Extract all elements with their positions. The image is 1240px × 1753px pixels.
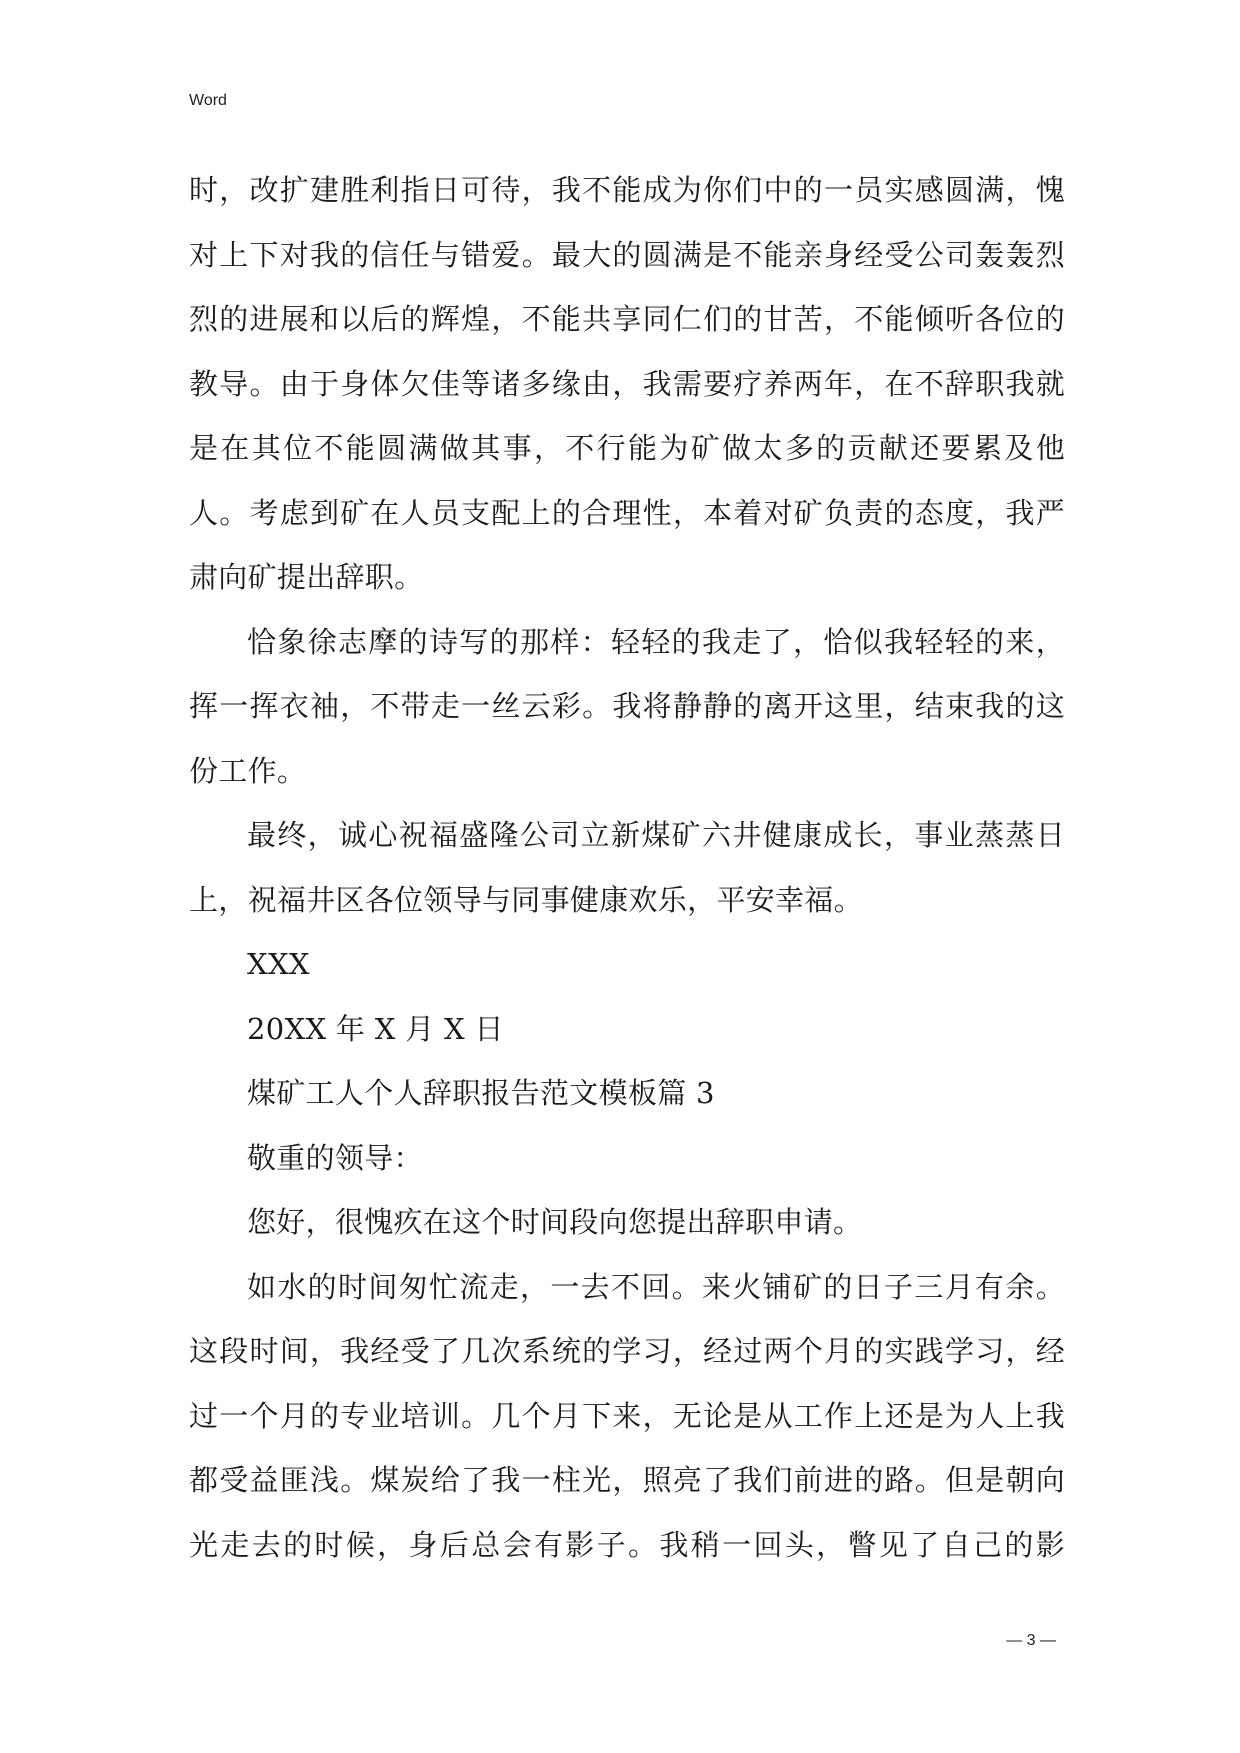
page-number: — 3 — bbox=[1006, 1632, 1056, 1649]
body-line: 这段时间，我经受了几次系统的学习，经过两个月的实践学习，经 bbox=[189, 1334, 1065, 1368]
body-line: 上，祝福井区各位领导与同事健康欢乐，平安幸福。 bbox=[189, 882, 863, 917]
body-line: 挥一挥衣袖，不带走一丝云彩。我将静静的离开这里，结束我的这 bbox=[189, 689, 1065, 723]
body-line: 份工作。 bbox=[189, 753, 307, 788]
signature-date: 20XX 年 X 月 X 日 bbox=[247, 1011, 504, 1046]
body-line: 肃向矿提出辞职。 bbox=[189, 560, 424, 594]
body-line: 恰象徐志摩的诗写的那样：轻轻的我走了，恰似我轻轻的来， bbox=[247, 624, 1065, 659]
salutation: 敬重的领导： bbox=[247, 1140, 423, 1175]
body-line: 最终，诚心祝福盛隆公司立新煤矿六井健康成长，事业蒸蒸日 bbox=[247, 818, 1065, 852]
body-line: 是在其位不能圆满做其事，不行能为矿做太多的贡献还要累及他 bbox=[189, 431, 1065, 465]
signature-name: XXX bbox=[247, 947, 310, 981]
body-line: 人。考虑到矿在人员支配上的合理性，本着对矿负责的态度，我严 bbox=[189, 495, 1065, 530]
body-line: 烈的进展和以后的辉煌，不能共享同仁们的甘苦，不能倾听各位的 bbox=[189, 302, 1065, 336]
document-header-label: Word bbox=[189, 92, 227, 109]
body-line: 教导。由于身体欠佳等诸多缘由，我需要疗养两年，在不辞职我就 bbox=[189, 366, 1065, 401]
body-line: 光走去的时候，身后总会有影子。我稍一回头，瞥见了自己的影 bbox=[189, 1527, 1065, 1562]
body-line: 对上下对我的信任与错爱。最大的圆满是不能亲身经受公司轰轰烈 bbox=[189, 237, 1065, 272]
section-title: 煤矿工人个人辞职报告范文模板篇 3 bbox=[247, 1076, 715, 1110]
body-line: 都受益匪浅。煤炭给了我一柱光，照亮了我们前进的路。但是朝向 bbox=[189, 1463, 1065, 1497]
body-line: 如水的时间匆忙流走，一去不回。来火铺矿的日子三月有余。 bbox=[247, 1269, 1065, 1304]
body-line: 过一个月的专业培训。几个月下来，无论是从工作上还是为人上我 bbox=[189, 1398, 1065, 1433]
body-line: 您好，很愧疚在这个时间段向您提出辞职申请。 bbox=[247, 1205, 863, 1239]
document-body bbox=[189, 158, 1065, 1577]
body-line: 时，改扩建胜利指日可待，我不能成为你们中的一员实感圆满，愧 bbox=[189, 173, 1065, 207]
